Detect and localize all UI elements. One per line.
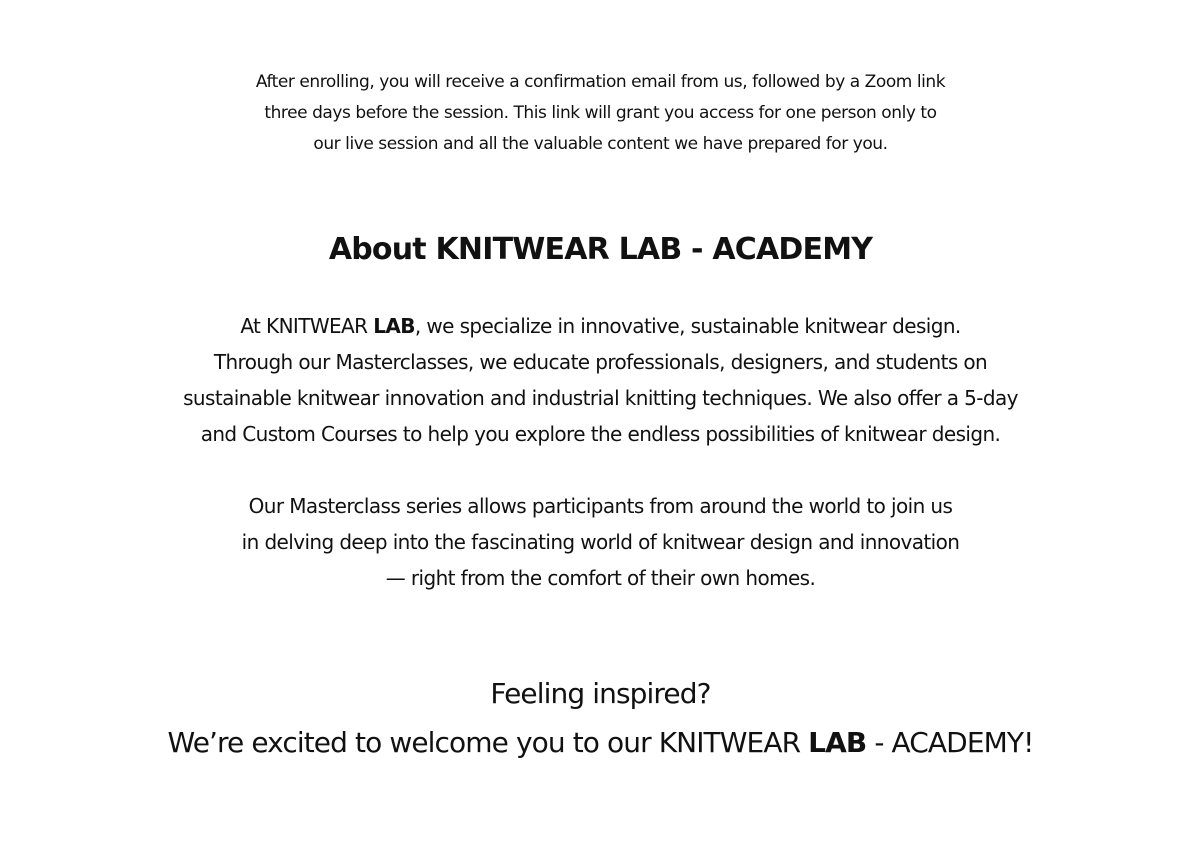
about-paragraph1-line-1 — [0, 313, 1201, 339]
p1-line1-bold: LAB — [373, 314, 415, 338]
intro-line-1: After enrolling, you will receive a confirmation email from us, followed by a Zoom link — [255, 72, 946, 92]
p1-line1-suffix: , we specialize in innovative, sustainable knitwear design. — [414, 314, 961, 338]
about-heading-suffix: - ACADEMY — [681, 232, 873, 267]
about-paragraph2-line-2: in delving deep into the fascinating world of knitwear design and innovation — [241, 530, 960, 554]
closing-line2-prefix: We’re excited to welcome you to our KNITWEAR — [167, 726, 809, 759]
intro-line-2: three days before the session. This link will grant you access for one person only to — [264, 103, 937, 123]
closing-line2-bold: LAB — [808, 726, 867, 759]
about-heading — [0, 232, 1201, 268]
intro-line-3: our live session and all the valuable content we have prepared for you. — [313, 134, 888, 154]
closing-line-2 — [0, 726, 1201, 760]
about-heading-prefix: About KNITWEAR — [328, 232, 619, 267]
closing-line2-suffix: - ACADEMY! — [866, 726, 1034, 759]
p1-line1-prefix: At KNITWEAR — [240, 314, 374, 338]
about-paragraph1-line-2: Through our Masterclasses, we educate professionals, designers, and students on — [213, 350, 988, 374]
about-heading-bold: LAB — [618, 232, 682, 267]
closing-line-1: Feeling inspired? — [490, 677, 711, 710]
about-paragraph2-line-3: — right from the comfort of their own homes. — [385, 566, 816, 590]
about-paragraph1-line-4: and Custom Courses to help you explore the endless possibilities of knitwear design. — [200, 422, 1001, 446]
about-paragraph2-line-1: Our Masterclass series allows participants from around the world to join us — [248, 494, 953, 518]
about-paragraph1-line-3: sustainable knitwear innovation and industrial knitting techniques. We also offer a 5-day — [183, 386, 1018, 410]
